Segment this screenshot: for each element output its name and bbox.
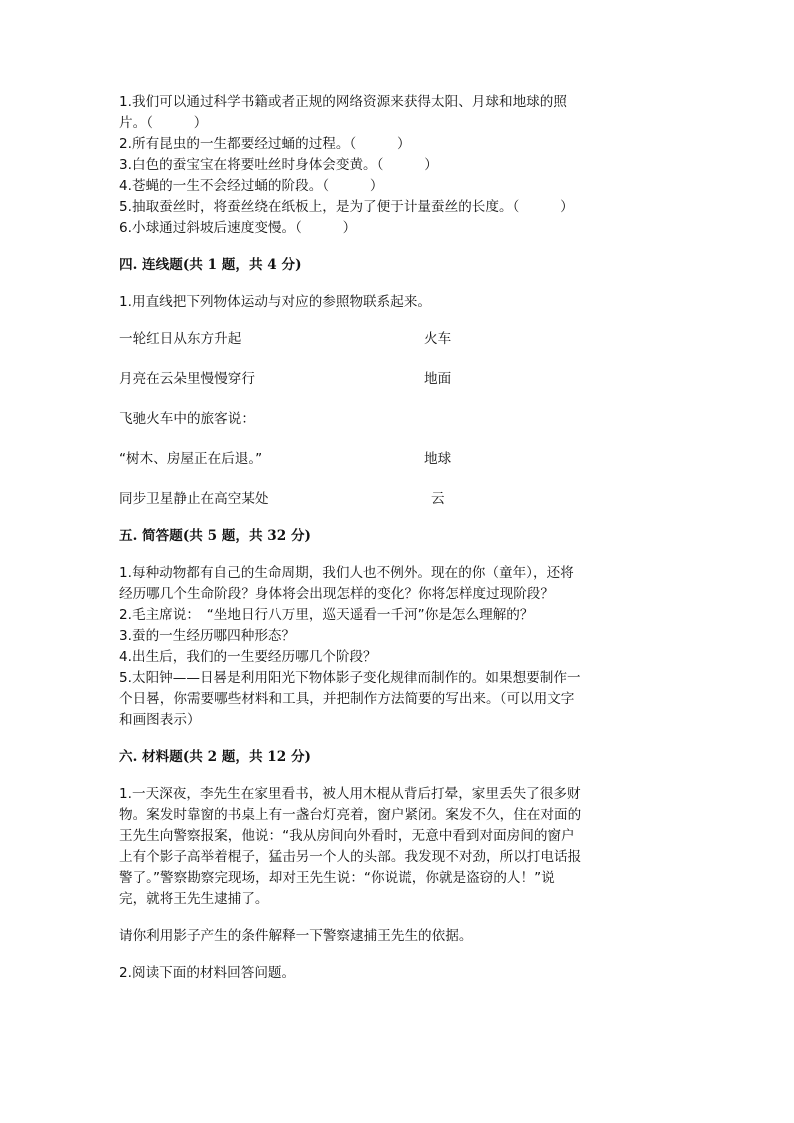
passage-line: 上有个影子高举着棍子，猛击另一个人的头部。我发现不对劲，所以打电话报 [119, 849, 582, 865]
short-answer-line: 和画图表示） [119, 712, 201, 728]
matching-row [119, 369, 679, 390]
section-4-heading: 四. 连线题(共 1 题，共 4 分) [119, 257, 302, 273]
tf-item-5: 5.抽取蚕丝时，将蚕丝绕在纸板上，是为了便于计量蚕丝的长度。（ ） [119, 199, 574, 215]
matching-right: 地球 [424, 451, 452, 467]
tf-item-4: 4.苍蝇的一生不会经过蛹的阶段。（ ） [119, 178, 384, 194]
passage-line: 1.一天深夜，李先生在家里看书，被人用木棍从背后打晕，家里丢失了很多财 [119, 786, 581, 802]
short-answer-list [119, 563, 679, 731]
material-question: 请你利用影子产生的条件解释一下警察逮捕王先生的依据。 [119, 928, 473, 944]
matching-left: 月亮在云朵里慢慢穿行 [119, 371, 255, 387]
tf-item-6: 6.小球通过斜坡后速度变慢。（ ） [119, 220, 357, 236]
tf-item-2: 2.所有昆虫的一生都要经过蛹的过程。（ ） [119, 136, 411, 152]
matching-table [119, 329, 679, 510]
passage-line: 王先生向警察报案，他说：“我从房间向外看时，无意中看到对面房间的窗户 [119, 828, 575, 844]
matching-right: 地面 [424, 371, 452, 387]
short-answer-line: 2.毛主席说： “坐地日行八万里，巡天遥看一千河”你是怎么理解的？ [119, 607, 534, 623]
short-answer-line: 1.每种动物都有自己的生命周期，我们人也不例外。现在的你（童年），还将 [119, 565, 574, 581]
short-answer-line: 4.出生后，我们的一生要经历哪几个阶段？ [119, 649, 377, 665]
passage-line: 完，就将王先生逮捕了。 [119, 891, 269, 907]
short-answer-line: 3.蚕的一生经历哪四种形态？ [119, 628, 296, 644]
short-answer-line: 经历哪几个生命阶段？身体将会出现怎样的变化？你将怎样度过现阶段？ [119, 586, 554, 602]
tf-item-1b: 片。（ ） [119, 115, 208, 131]
matching-row [119, 409, 679, 430]
matching-right: 火车 [424, 331, 452, 347]
matching-row [119, 489, 679, 510]
material-passage [119, 784, 679, 910]
short-answer-line: 5.太阳钟——日晷是利用阳光下物体影子变化规律而制作的。如果想要制作一 [119, 670, 581, 686]
material-item-2: 2.阅读下面的材料回答问题。 [119, 965, 296, 981]
passage-line: 物。案发时靠窗的书桌上有一盏台灯亮着，窗户紧闭。案发不久，住在对面的 [119, 807, 582, 823]
tf-item-3: 3.白色的蚕宝宝在将要吐丝时身体会变黄。（ ） [119, 157, 438, 173]
matching-left: “树木、房屋正在后退。” [119, 451, 263, 467]
matching-left: 同步卫星静止在高空某处 [119, 491, 269, 507]
matching-right: 云 [431, 491, 445, 507]
section-5-heading: 五. 简答题(共 5 题，共 32 分) [119, 528, 311, 544]
true-false-list [119, 92, 679, 239]
passage-line: 警了。”警察勘察完现场，却对王先生说：“你说谎，你就是盗窃的人！”说 [119, 870, 555, 886]
matching-left: 一轮红日从东方升起 [119, 331, 242, 347]
tf-item-1a: 1.我们可以通过科学书籍或者正规的网络资源来获得太阳、月球和地球的照 [119, 94, 567, 110]
matching-row [119, 449, 679, 470]
short-answer-line: 个日晷，你需要哪些材料和工具，并把制作方法简要的写出来。（可以用文字 [119, 691, 575, 707]
section-6-heading: 六. 材料题(共 2 题，共 12 分) [119, 749, 311, 765]
worksheet-page [119, 92, 679, 984]
matching-row [119, 329, 679, 350]
matching-left: 飞驰火车中的旅客说： [119, 411, 255, 427]
section-4-prompt: 1.用直线把下列物体运动与对应的参照物联系起来。 [119, 294, 432, 310]
